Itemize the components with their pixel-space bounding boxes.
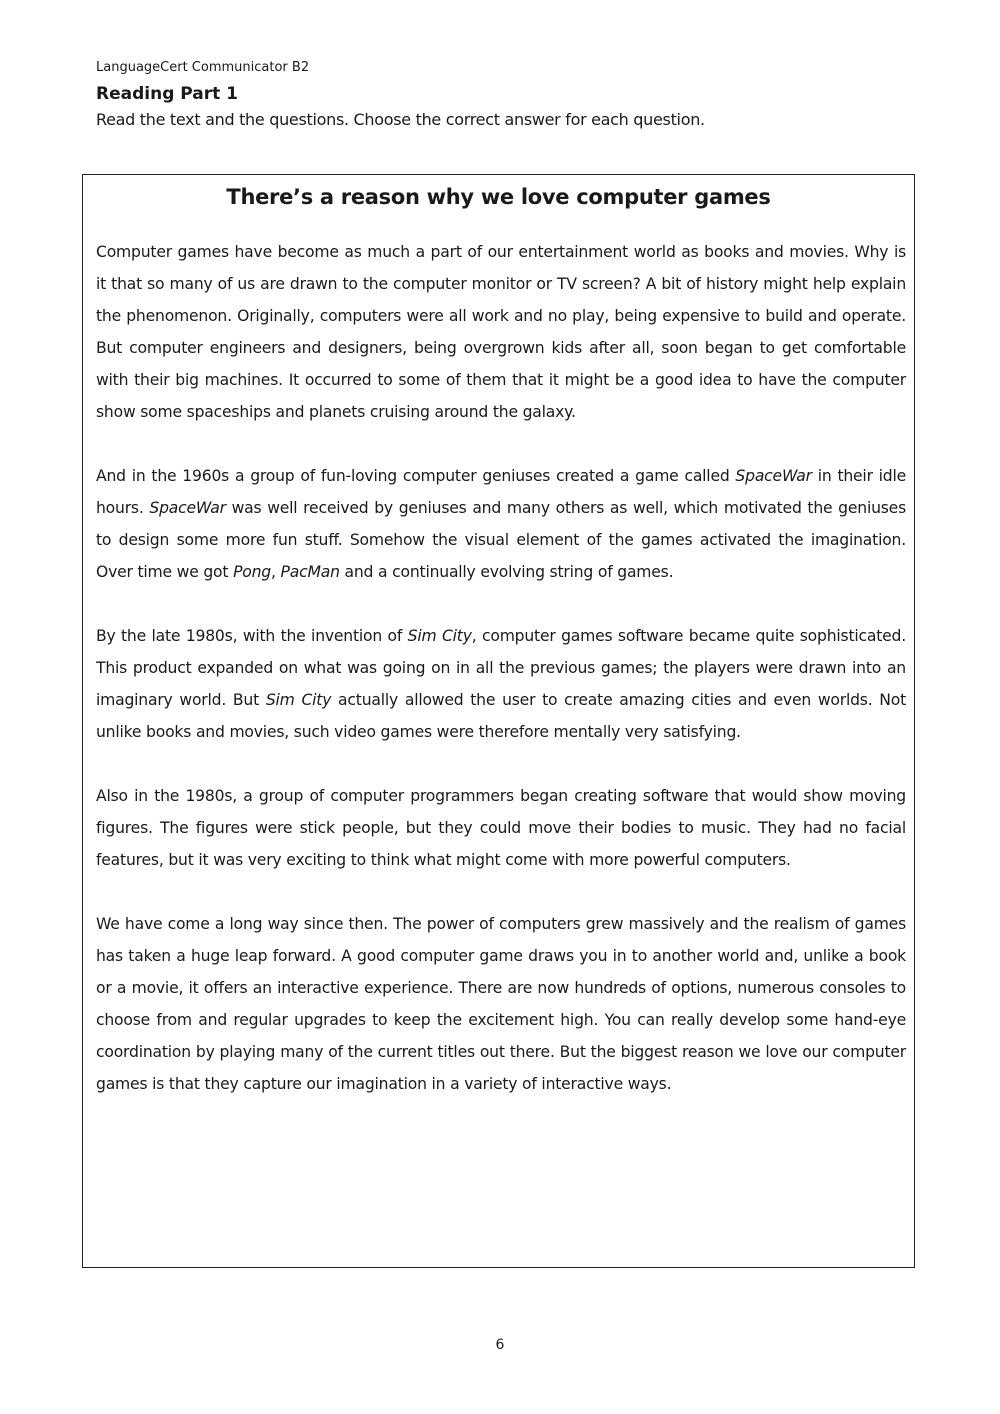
paragraph-text: and a continually evolving string of games. bbox=[339, 563, 674, 581]
paragraph-text: , bbox=[271, 563, 281, 581]
paragraph-text: in their idle hours. bbox=[96, 467, 907, 517]
article-title: There’s a reason why we love computer games bbox=[226, 185, 771, 209]
paragraph-text: Computer games have become as much a part of our entertainment world as books and movies. Why is it that so many of us are drawn to the computer monitor or TV screen? A bit of history might help explain the phenomenon. Originally, computers were all work and no play, being expensive to build and operate. But computer engineers and designers, being overgrown kids after all, soon began to get comfortable with their big machines. It occurred to some of them that it might be a good idea to have the computer show some spaceships and planets cruising around the galaxy. bbox=[96, 243, 906, 421]
italic-title-text: PacMan bbox=[280, 563, 340, 581]
paragraph-text: And in the 1960s a group of fun-loving computer geniuses created a game called bbox=[96, 467, 736, 485]
page-number: 6 bbox=[495, 1337, 505, 1353]
paragraph-text: We have come a long way since then. The power of computers grew massively and the realism of games has taken a huge leap forward. A good computer game draws you in to another world and, unlike a book or a movie, it offers an interactive experience. There are now hundreds of options, numerous consoles to choose from and regular upgrades to keep the excitement high. You can really develop some hand-eye coordination by playing many of the current titles out there. But the biggest reason we love our computer games is that they capture our imagination in a variety of interactive ways. bbox=[96, 915, 906, 1093]
article-body bbox=[96, 236, 906, 1132]
exam-series-label: LanguageCert Communicator B2 bbox=[96, 60, 310, 75]
italic-title-text: Pong bbox=[233, 563, 272, 581]
article-paragraph bbox=[96, 236, 906, 428]
paragraph-text: was well received by geniuses and many others as well, which motivated the geniuses to design some more fun stuff. Somehow the visual element of the games activated the imagination. Over time we got bbox=[96, 499, 907, 581]
instructions: Read the text and the questions. Choose the correct answer for each question. bbox=[96, 110, 705, 129]
italic-title-text: Sim City bbox=[265, 691, 332, 709]
section-heading: Reading Part 1 bbox=[96, 84, 239, 104]
article-paragraph bbox=[96, 908, 906, 1100]
paragraph-text: Also in the 1980s, a group of computer programmers began creating software that would show moving figures. The figures were stick people, but they could move their bodies to music. They had no facial features, but it was very exciting to think what might come with more powerful computers. bbox=[96, 787, 906, 869]
article-paragraph bbox=[96, 620, 906, 748]
article-paragraph bbox=[96, 780, 906, 876]
paragraph-text: actually allowed the user to create amazing cities and even worlds. Not unlike books and movies, such video games were therefore mentally very satisfying. bbox=[96, 691, 906, 741]
article-box bbox=[82, 174, 915, 1268]
article-paragraph bbox=[96, 460, 906, 588]
paragraph-text: By the late 1980s, with the invention of bbox=[96, 627, 408, 645]
italic-title-text: Sim City bbox=[407, 627, 472, 645]
italic-title-text: SpaceWar bbox=[149, 499, 226, 517]
paragraph-text: , computer games software became quite sophisticated. This product expanded on what was going on in all the previous games; the players were drawn into an imaginary world. But bbox=[96, 627, 906, 709]
italic-title-text: SpaceWar bbox=[735, 467, 812, 485]
